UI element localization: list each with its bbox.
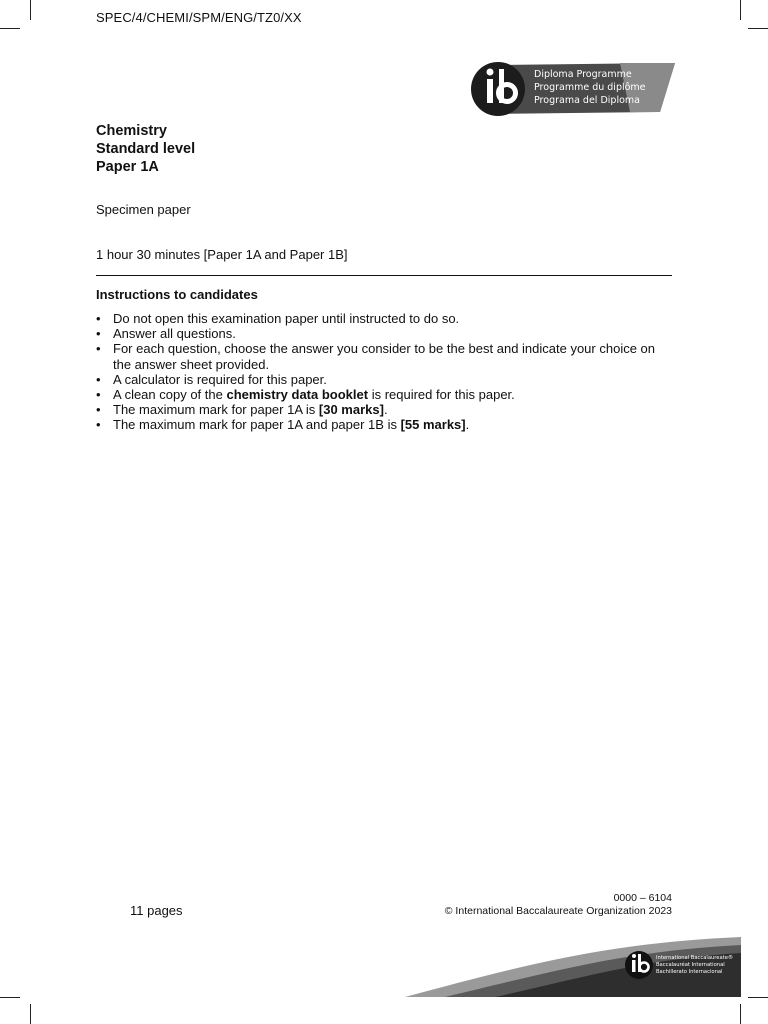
instruction-text: Do not open this examination paper until instructed to do so. bbox=[113, 311, 460, 326]
banner-line-1: International Baccalaureate® bbox=[656, 955, 734, 961]
ib-banner bbox=[405, 935, 741, 997]
instruction-text-pre: A clean copy of the bbox=[113, 387, 227, 403]
ib-logo-icon bbox=[625, 951, 653, 979]
instruction-item bbox=[96, 311, 672, 326]
instruction-text: A calculator is required for this paper. bbox=[113, 371, 327, 387]
instruction-text-pre: The maximum mark for paper 1A and paper 1B is bbox=[113, 417, 401, 433]
duration-text: 1 hour 30 minutes [Paper 1A and Paper 1B] bbox=[96, 247, 348, 262]
instruction-text: For each question, choose the answer you consider to be the best and indicate your choice on the answer sheet provided. bbox=[113, 341, 656, 372]
page-count: 11 pages bbox=[130, 903, 183, 918]
instruction-text-post: is required for this paper. bbox=[368, 387, 515, 403]
crop-mark bbox=[740, 0, 741, 20]
instruction-item bbox=[96, 341, 672, 371]
instruction-text-bold: [55 marks] bbox=[400, 417, 466, 433]
bullet-icon: • bbox=[96, 326, 101, 342]
crop-mark bbox=[740, 1004, 741, 1024]
crop-mark bbox=[748, 997, 768, 998]
bullet-icon: • bbox=[96, 402, 101, 418]
crop-mark bbox=[0, 28, 20, 29]
instruction-item bbox=[96, 372, 672, 387]
copyright-text: © International Baccalaureate Organization 2023 bbox=[444, 905, 672, 917]
logo-line-2: Programme du diplôme bbox=[534, 82, 646, 93]
subject-title: Chemistry bbox=[96, 123, 167, 139]
instructions-list bbox=[96, 311, 672, 433]
bullet-icon: • bbox=[96, 371, 101, 387]
bullet-icon: • bbox=[96, 311, 101, 326]
instruction-text-pre: The maximum mark for paper 1A is bbox=[113, 402, 319, 418]
instruction-item bbox=[96, 387, 672, 402]
instruction-text-post: . bbox=[465, 417, 470, 433]
instruction-text-bold: chemistry data booklet bbox=[226, 387, 369, 403]
instruction-text-post: . bbox=[383, 402, 388, 418]
crop-mark bbox=[0, 997, 20, 998]
divider-rule bbox=[96, 275, 672, 276]
crop-mark bbox=[30, 0, 31, 20]
crop-mark bbox=[30, 1004, 31, 1024]
paper-title bbox=[96, 122, 195, 176]
bullet-icon: • bbox=[96, 417, 101, 433]
ib-logo-icon bbox=[470, 60, 675, 118]
paper-code: SPEC/4/CHEMI/SPM/ENG/TZ0/XX bbox=[96, 10, 302, 25]
banner-line-3: Bachillerato Internacional bbox=[656, 969, 723, 975]
banner-line-2: Baccalauréat International bbox=[656, 962, 725, 968]
paper-number: Paper 1A bbox=[96, 159, 159, 175]
instructions-heading: Instructions to candidates bbox=[96, 287, 258, 302]
specimen-label: Specimen paper bbox=[96, 202, 191, 217]
crop-mark bbox=[748, 28, 768, 29]
instruction-item bbox=[96, 326, 672, 341]
bullet-icon: • bbox=[96, 341, 101, 357]
level-title: Standard level bbox=[96, 141, 196, 157]
instruction-item bbox=[96, 402, 672, 417]
logo-line-3: Programa del Diploma bbox=[534, 95, 640, 106]
bullet-icon: • bbox=[96, 387, 101, 403]
instruction-item bbox=[96, 417, 672, 432]
footer-code: 0000 – 6104 bbox=[613, 892, 672, 904]
logo-line-1: Diploma Programme bbox=[534, 69, 632, 80]
instruction-text-bold: [30 marks] bbox=[318, 402, 384, 418]
instruction-text: Answer all questions. bbox=[113, 326, 236, 342]
